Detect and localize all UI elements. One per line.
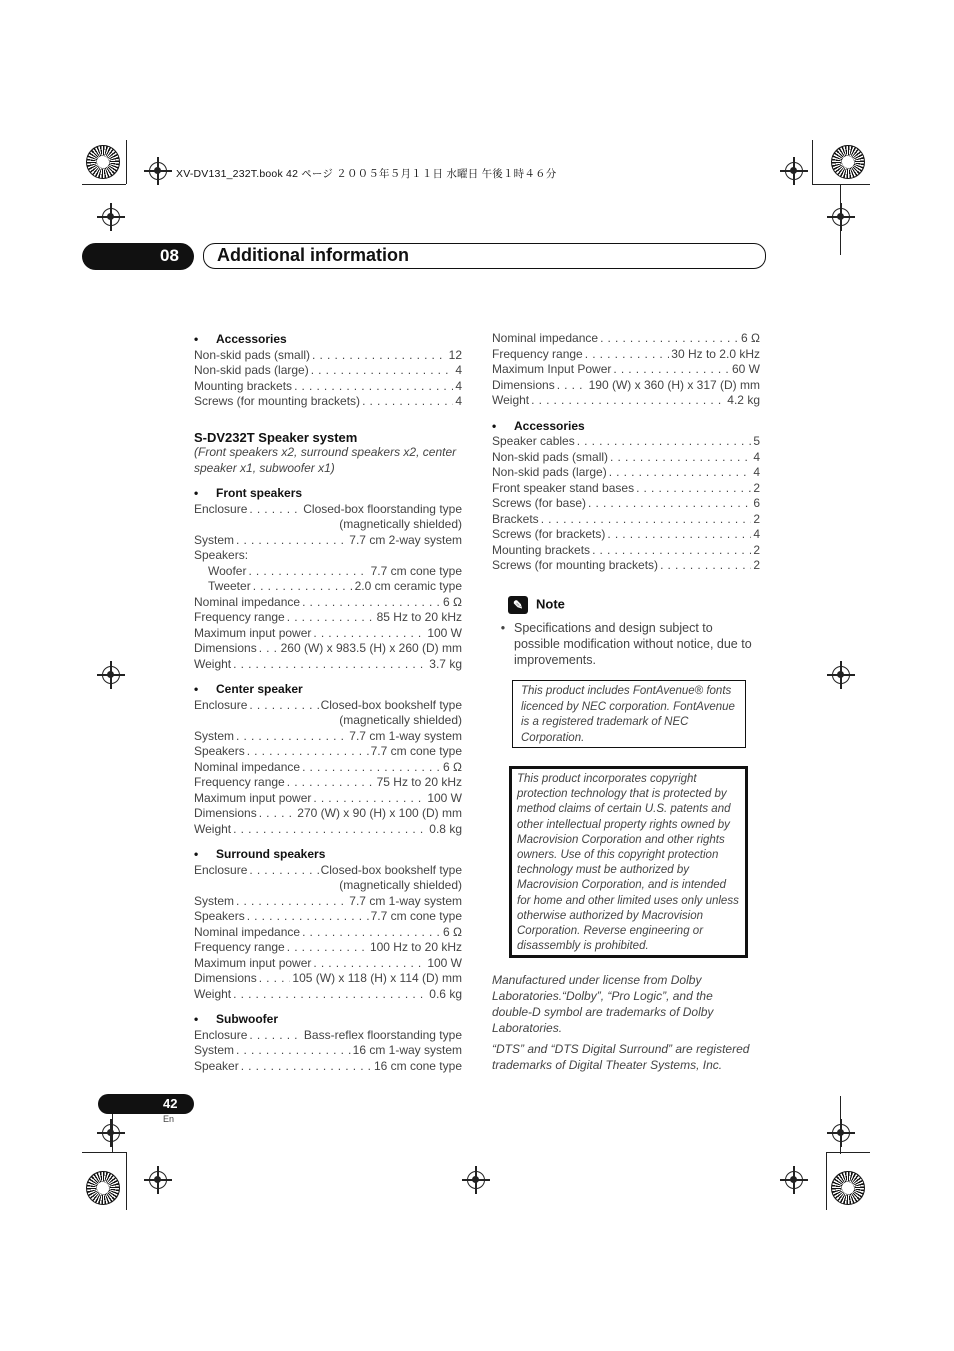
crop-line bbox=[840, 185, 841, 255]
right-column bbox=[492, 331, 760, 668]
subwoofer-heading: • Subwoofer bbox=[194, 1012, 278, 1026]
registration-sunburst-icon bbox=[86, 1171, 120, 1205]
spec-row: System . . . 7.7 cm 2-way system bbox=[194, 533, 462, 549]
crosshair-mark-icon bbox=[102, 666, 120, 684]
system-title: S-DV232T Speaker system bbox=[194, 429, 358, 445]
spec-continuation: (magnetically shielded) bbox=[339, 517, 462, 531]
spec-row: Screws (for base) . . . 6 bbox=[492, 496, 760, 512]
registration-sunburst-icon bbox=[831, 145, 865, 179]
spec-row: Non-skid pads (large) . . . 4 bbox=[194, 363, 462, 379]
chapter-number: 08 bbox=[160, 246, 179, 265]
spec-row: Tweeter . . . 2.0 cm ceramic type bbox=[194, 579, 462, 595]
spec-row: Dimensions . . . 260 (W) x 983.5 (H) x 260 (D) mm bbox=[194, 641, 462, 657]
accessories-heading: • Accessories bbox=[194, 332, 287, 346]
crosshair-mark-icon bbox=[832, 1124, 850, 1142]
page-number-pill bbox=[98, 1094, 194, 1114]
crosshair-mark-icon bbox=[102, 208, 120, 226]
spec-row: Maximum input power . . . 100 W bbox=[194, 791, 462, 807]
registration-sunburst-icon bbox=[831, 1171, 865, 1205]
left-column bbox=[194, 322, 462, 1074]
front-speakers-heading: • Front speakers bbox=[194, 486, 303, 500]
spec-row: Weight . . . 0.6 kg bbox=[194, 987, 462, 1003]
spec-row: Mounting brackets . . . 2 bbox=[492, 543, 760, 559]
spec-row: Speakers . . . 7.7 cm cone type bbox=[194, 909, 462, 925]
crop-line bbox=[126, 140, 127, 184]
spec-row: System . . . 7.7 cm 1-way system bbox=[194, 894, 462, 910]
fontavenue-notice: This product includes FontAvenue® fonts licenced by NEC corporation. FontAvenue is a registered trademark of NEC Corporation. bbox=[512, 680, 746, 748]
crosshair-mark-icon bbox=[149, 1171, 167, 1189]
spec-continuation: (magnetically shielded) bbox=[339, 713, 462, 727]
spec-row: Enclosure . . . Closed-box bookshelf type bbox=[194, 863, 462, 879]
crop-line bbox=[826, 1152, 827, 1210]
crosshair-mark-icon bbox=[149, 162, 167, 180]
note-text: • Specifications and design subject to possible modification without notice, due to improvements. bbox=[500, 620, 752, 667]
system-description: (Front speakers x2, surround speakers x2, center speaker x1, subwoofer x1) bbox=[194, 445, 457, 475]
page-language: En bbox=[163, 1114, 175, 1124]
spec-row: Screws (for brackets) . . . 4 bbox=[492, 527, 760, 543]
spec-row: Weight . . . 3.7 kg bbox=[194, 657, 462, 673]
spec-row: Enclosure . . . Bass-reflex floorstanding type bbox=[194, 1028, 462, 1044]
crop-line bbox=[82, 184, 126, 185]
spec-row: Screws (for mounting brackets) . . . 4 bbox=[194, 394, 462, 410]
spec-row: Mounting brackets . . . 4 bbox=[194, 379, 462, 395]
print-header: XV-DV131_232T.book 42 ページ ２００５年５月１１日 水曜日 午後１時４６分 bbox=[176, 168, 557, 180]
spec-row: Dimensions . . . 190 (W) x 360 (H) x 317 (D) mm bbox=[492, 378, 760, 394]
spec-row: Frequency range . . . 85 Hz to 20 kHz bbox=[194, 610, 462, 626]
crop-line bbox=[812, 184, 870, 185]
spec-row: Frequency range . . . 100 Hz to 20 kHz bbox=[194, 940, 462, 956]
spec-row: Woofer . . . 7.7 cm cone type bbox=[194, 564, 462, 580]
spec-continuation: (magnetically shielded) bbox=[339, 878, 462, 892]
spec-row: Frequency range . . . 30 Hz to 2.0 kHz bbox=[492, 347, 760, 363]
speakers-label: Speakers: bbox=[194, 548, 249, 562]
crop-line bbox=[826, 1152, 870, 1153]
dts-notice: “DTS” and “DTS Digital Surround” are registered trademarks of Digital Theater Systems, Inc. bbox=[492, 1042, 750, 1072]
spec-row: System . . . 7.7 cm 1-way system bbox=[194, 729, 462, 745]
spec-row: Speaker . . . 16 cm cone type bbox=[194, 1059, 462, 1075]
crosshair-mark-icon bbox=[832, 666, 850, 684]
crosshair-mark-icon bbox=[102, 1124, 120, 1142]
spec-row: Weight . . . 0.8 kg bbox=[194, 822, 462, 838]
registration-sunburst-icon bbox=[86, 145, 120, 179]
crosshair-mark-icon bbox=[785, 1171, 803, 1189]
chapter-title: Additional information bbox=[217, 245, 409, 265]
spec-row: Enclosure . . . Closed-box bookshelf type bbox=[194, 698, 462, 714]
spec-row: Speaker cables . . . 5 bbox=[492, 434, 760, 450]
crop-line bbox=[126, 1152, 127, 1210]
spec-row: Dimensions . . . 105 (W) x 118 (H) x 114 (D) mm bbox=[194, 971, 462, 987]
surround-speakers-heading: • Surround speakers bbox=[194, 847, 326, 861]
spec-row: Non-skid pads (large) . . . 4 bbox=[492, 465, 760, 481]
spec-row: Dimensions . . . 270 (W) x 90 (H) x 100 (D) mm bbox=[194, 806, 462, 822]
spec-row: Screws (for mounting brackets) . . . 2 bbox=[492, 558, 760, 574]
spec-row: Front speaker stand bases . . . 2 bbox=[492, 481, 760, 497]
page-number: 42 bbox=[163, 1096, 178, 1111]
macrovision-notice: This product incorporates copyright protection technology that is protected by method claims of certain U.S. patents and other intellectual property rights owned by Macrovision Corporation and other rights owners. Use of this copyright protection technology must be authorized by Macrovision Corporation, and is intended for home and other limited uses only unless otherwise authorized by Macrovision Corporation. Reverse engineering or disassembly is prohibited. bbox=[509, 766, 748, 958]
spec-row: System . . . 16 cm 1-way system bbox=[194, 1043, 462, 1059]
spec-row: Maximum input power . . . 100 W bbox=[194, 956, 462, 972]
crop-line bbox=[82, 1152, 126, 1153]
pencil-note-icon: ✎ bbox=[508, 596, 528, 614]
spec-row: Enclosure . . . Closed-box floorstanding type bbox=[194, 502, 462, 518]
crop-line bbox=[840, 1096, 841, 1154]
crosshair-mark-icon bbox=[467, 1171, 485, 1189]
crop-line bbox=[812, 140, 813, 184]
accessories-heading: • Accessories bbox=[492, 418, 585, 433]
spec-row: Maximum Input Power . . . 60 W bbox=[492, 362, 760, 378]
spec-row: Frequency range . . . 75 Hz to 20 kHz bbox=[194, 775, 462, 791]
spec-row: Weight . . . 4.2 kg bbox=[492, 393, 760, 409]
spec-row: Brackets . . . 2 bbox=[492, 512, 760, 528]
dolby-notice: Manufactured under license from Dolby Laboratories.“Dolby”, “Pro Logic”, and the double-D symbol are trademarks of Dolby Laboratories. bbox=[492, 973, 714, 1035]
crosshair-mark-icon bbox=[785, 162, 803, 180]
spec-row: Nominal impedance . . . 6 Ω bbox=[194, 595, 462, 611]
spec-row: Nominal impedance . . . 6 Ω bbox=[194, 760, 462, 776]
spec-row: Non-skid pads (small) . . . 12 bbox=[194, 348, 462, 364]
note-heading: ✎ Note bbox=[492, 596, 760, 614]
crosshair-mark-icon bbox=[832, 208, 850, 226]
spec-row: Speakers . . . 7.7 cm cone type bbox=[194, 744, 462, 760]
center-speaker-heading: • Center speaker bbox=[194, 682, 303, 696]
spec-row: Nominal impedance . . . 6 Ω bbox=[194, 925, 462, 941]
spec-row: Nominal impedance . . . 6 Ω bbox=[492, 331, 760, 347]
spec-row: Maximum input power . . . 100 W bbox=[194, 626, 462, 642]
spec-row: Non-skid pads (small) . . . 4 bbox=[492, 450, 760, 466]
